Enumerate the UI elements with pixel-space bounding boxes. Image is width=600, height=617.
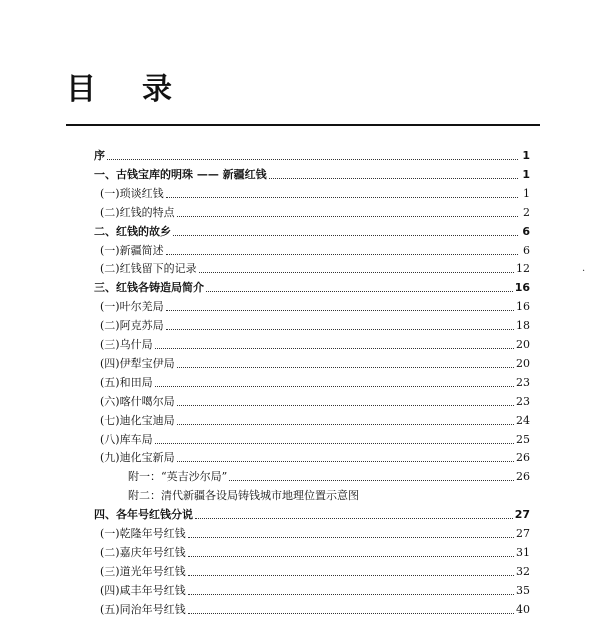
toc-entry-label: (九)迪化宝新局	[100, 451, 175, 464]
toc-entry-label: 三、红钱各铸造局简介	[94, 281, 204, 294]
toc-leader-dots	[177, 216, 518, 217]
toc-entry-page: 16	[516, 300, 530, 313]
toc-entry-label: (七)迪化宝迪局	[100, 414, 175, 427]
toc-entry-label: (一)琐谈红钱	[100, 187, 164, 200]
toc-entry-page: 2	[523, 206, 530, 219]
toc-entry-page: 26	[516, 451, 530, 464]
toc-entry-page: 6	[523, 244, 530, 257]
toc-leader-dots	[206, 291, 513, 292]
toc-entry-page: 27	[516, 527, 530, 540]
toc-entry-label: (一)乾隆年号红钱	[100, 527, 186, 540]
page-title-char-2: 录	[142, 72, 174, 107]
toc-entry-label: (二)嘉庆年号红钱	[100, 546, 186, 559]
toc-entry-page: 23	[516, 376, 530, 389]
toc-entry-label: (四)伊犁宝伊局	[100, 357, 175, 370]
toc-leader-dots	[166, 197, 518, 198]
toc-entry-page: 1	[523, 187, 530, 200]
toc-section-entry[interactable]	[100, 540, 530, 560]
toc-section-entry[interactable]	[100, 200, 530, 220]
toc-chapter-entry[interactable]	[94, 219, 530, 239]
toc-entry-page: 1	[522, 168, 530, 181]
toc-section-entry[interactable]	[100, 408, 530, 428]
toc-section-entry[interactable]	[100, 597, 530, 617]
toc-section-entry[interactable]	[100, 313, 530, 333]
toc-section-entry[interactable]	[100, 389, 530, 409]
toc-entry-page: 23	[516, 395, 530, 408]
toc-entry-page: 16	[514, 281, 530, 294]
toc-leader-dots	[229, 480, 514, 481]
toc-entry-page: 12	[516, 262, 530, 275]
toc-chapter-entry[interactable]	[94, 162, 530, 182]
toc-section-entry[interactable]	[100, 181, 530, 201]
toc-entry-label: 一、古钱宝库的明珠 —— 新疆红钱	[94, 168, 267, 181]
toc-chapter-entry[interactable]	[94, 502, 530, 522]
toc-chapter-entry[interactable]	[94, 275, 530, 295]
toc-leader-dots	[166, 329, 514, 330]
toc-section-entry[interactable]	[100, 332, 530, 352]
toc-leader-dots	[166, 310, 514, 311]
toc-section-entry[interactable]	[100, 351, 530, 371]
toc-leader-dots	[177, 405, 514, 406]
toc-appendix-note[interactable]: 附二：清代新疆各设局铸钱城市地理位置示意图	[128, 489, 359, 502]
toc-section-entry[interactable]	[100, 370, 530, 390]
toc-entry-label: (一)新疆简述	[100, 244, 164, 257]
toc-leader-dots	[188, 575, 514, 576]
toc-leader-dots	[269, 178, 518, 179]
toc-section-entry[interactable]	[100, 578, 530, 598]
toc-entry-page: 20	[516, 338, 530, 351]
title-divider	[66, 124, 540, 126]
toc-leader-dots	[166, 254, 518, 255]
page-title-char-1: 目	[66, 72, 98, 107]
toc-entry-label: 序	[94, 149, 105, 162]
toc-leader-dots	[188, 537, 514, 538]
toc-leader-dots	[188, 613, 514, 614]
toc-leader-dots	[195, 518, 513, 519]
toc-section-entry[interactable]	[100, 521, 530, 541]
page-title	[66, 64, 174, 108]
toc-entry-label: (二)红钱的特点	[100, 206, 175, 219]
toc-entry-label: (五)和田局	[100, 376, 153, 389]
toc-entry-page: 27	[514, 508, 530, 521]
toc-leader-dots	[188, 556, 514, 557]
toc-entry-label: (八)库车局	[100, 433, 153, 446]
toc-entry-page: 1	[522, 149, 530, 162]
toc-leader-dots	[199, 272, 514, 273]
toc-entry-page: 26	[516, 470, 530, 483]
toc-leader-dots	[155, 443, 514, 444]
toc-leader-dots	[177, 424, 514, 425]
toc-entry-label: (一)叶尔羌局	[100, 300, 164, 313]
toc-entry-page: 6	[522, 225, 530, 238]
toc-entry-page: 32	[516, 565, 530, 578]
toc-section-entry[interactable]	[100, 238, 530, 258]
toc-section-entry[interactable]	[100, 559, 530, 579]
toc-entry-label: 四、各年号红钱分说	[94, 508, 193, 521]
toc-leader-dots	[155, 348, 514, 349]
toc-section-entry[interactable]	[100, 445, 530, 465]
toc-section-entry[interactable]	[100, 427, 530, 447]
toc-leader-dots	[173, 235, 518, 236]
toc-leader-dots	[107, 159, 518, 160]
toc-entry-label: 二、红钱的故乡	[94, 225, 171, 238]
toc-section-entry[interactable]	[100, 256, 530, 276]
toc-entry-page: 40	[516, 603, 530, 616]
toc-entry-label: (五)同治年号红钱	[100, 603, 186, 616]
toc-entry-label: (三)道光年号红钱	[100, 565, 186, 578]
toc-section-entry[interactable]	[100, 294, 530, 314]
toc-leader-dots	[177, 367, 514, 368]
toc-chapter-entry[interactable]	[94, 143, 530, 163]
toc-entry-page: 20	[516, 357, 530, 370]
toc-leader-dots	[188, 594, 514, 595]
toc-leader-dots	[177, 461, 514, 462]
toc-entry-page: 35	[516, 584, 530, 597]
toc-entry-page: 31	[516, 546, 530, 559]
toc-entry-label: (二)红钱留下的记录	[100, 262, 197, 275]
toc-entry-page: 24	[516, 414, 530, 427]
toc-entry-label: (二)阿克苏局	[100, 319, 164, 332]
toc-section-entry[interactable]	[128, 464, 530, 484]
margin-mark: ·	[582, 266, 586, 277]
toc-entry-label: (六)喀什噶尔局	[100, 395, 175, 408]
toc-entry-label: (四)咸丰年号红钱	[100, 584, 186, 597]
toc-entry-label: (三)乌什局	[100, 338, 153, 351]
toc-entry-page: 18	[516, 319, 530, 332]
toc-entry-label: 附一：“英吉沙尔局”	[128, 470, 228, 483]
toc-leader-dots	[155, 386, 514, 387]
toc-entry-page: 25	[516, 433, 530, 446]
